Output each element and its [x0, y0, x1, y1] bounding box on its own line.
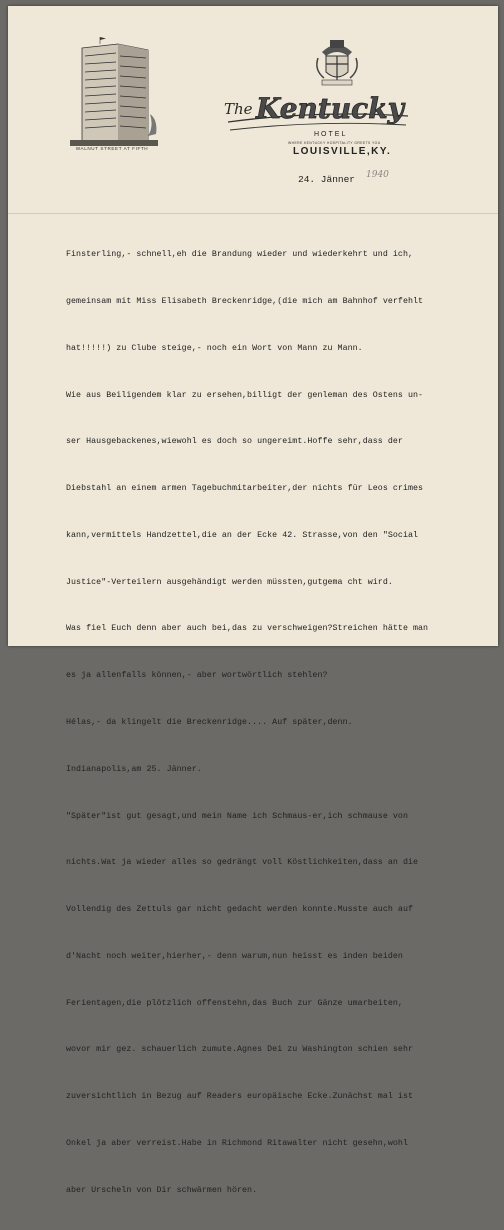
text-line: aber Urscheln von Dir schwärmen hören. [66, 1185, 258, 1195]
text-line: gemeinsam mit Miss Elisabeth Breckenridge,(die mich am Bahnhof verfehlt [66, 296, 424, 306]
text-line: Hélas,- da klingelt die Breckenridge.... Auf später,denn. [66, 718, 353, 727]
text-line: ser Hausgebackenes,wiewohl es doch so ungereimt.Hoffe sehr,dass der [66, 437, 403, 447]
text-line: d'Nacht noch weiter,hierher,- denn warum,nun heisst es inden beiden [66, 951, 403, 961]
city-line: LOUISVILLE,KY. [293, 146, 392, 157]
text-line: kann,vermittels Handzettel,die an der Ecke 42. Strasse,von den "Social [66, 530, 419, 540]
text-line: Finsterling,- schnell,eh die Brandung wieder und wiederkehrt und ich, [66, 250, 413, 260]
kentucky-hotel-logo [218, 78, 418, 148]
text-line: Was fiel Euch denn aber auch bei,das zu verschweigen?Streichen hätte man [66, 624, 429, 634]
text-line: Indianapolis,am 25. Jänner. [66, 764, 202, 774]
logo-name: Kentucky [256, 92, 404, 125]
letter-date: 24. Jänner [298, 174, 356, 185]
logo-the: The [224, 100, 253, 118]
building-caption: WALNUT STREET AT FIFTH [75, 146, 149, 151]
letter-page [8, 6, 498, 1195]
text-line: hat!!!!!) zu Clube steige,- noch ein Wort von Mann zu Mann. [66, 343, 363, 353]
text-line: Vollendig des Zettuls gar nicht gedacht werden konnte.Musste auch auf [66, 905, 413, 915]
logo-hotel: HOTEL [314, 131, 348, 138]
hotel-building-illustration [60, 36, 160, 148]
text-line: es ja allenfalls können,- aber wortwörtlich stehlen? [66, 671, 328, 681]
text-line: zuversichtlich in Bezug auf Readers europäische Ecke.Zunächst mal ist [66, 1092, 413, 1102]
text-line: Onkel ja aber verreist.Habe in Richmond Ritawalter nicht gesehn,wohl [66, 1139, 408, 1149]
text-line: wovor mir gez. schauerlich zumute.Agnes Dei zu Washington schien sehr [66, 1045, 413, 1055]
text-line: Wie aus Beiligendem klar zu ersehen,billigt der genleman des Ostens un- [66, 390, 424, 400]
text-line: Justice"-Verteilern ausgehändigt werden müssten,gutgema cht wird. [66, 577, 393, 587]
text-line: Diebstahl an einem armen Tagebuchmitarbeiter,der nichts für Leos crimes [66, 484, 424, 494]
paper-fold [8, 213, 498, 214]
logo-tagline: WHERE KENTUCKY HOSPITALITY GREETS YOU [288, 141, 381, 145]
text-line: "Später"ist gut gesagt,und mein Name ich Schmaus-er,ich schmause von [66, 811, 408, 821]
letter-body [66, 216, 491, 1230]
text-line: Ferientagen,die plötzlich offenstehn,das Buch zur Gänze umarbeiten, [66, 998, 403, 1008]
pencil-date-note: 1940 [366, 170, 389, 180]
text-line: nichts.Wat ja wieder alles so gedrängt voll Köstlichkeiten,dass an die [66, 858, 419, 868]
